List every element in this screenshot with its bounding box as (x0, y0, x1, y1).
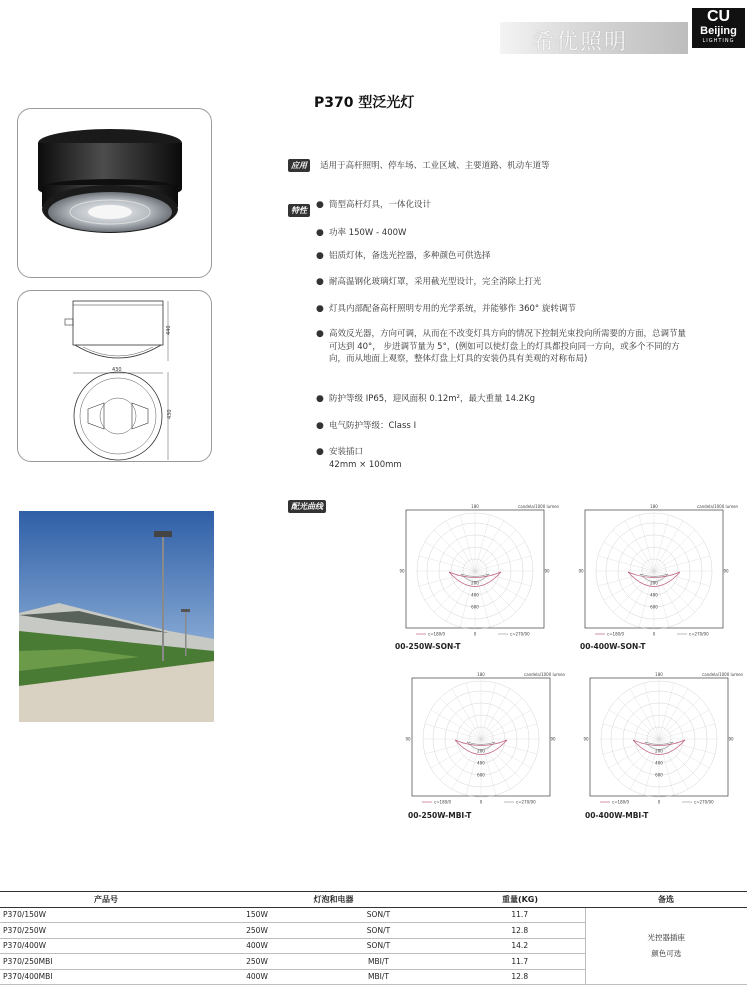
cell-watt: 250W (212, 923, 302, 939)
chart-caption: 00-250W-SON-T (395, 642, 461, 651)
cell-lamp: SON/T (302, 907, 455, 923)
feature-item: ● 防护等级 IP65，迎风面积 0.12m²，最大重量 14.2Kg (316, 394, 536, 404)
polar-chart-svg (578, 668, 744, 808)
angle-label-right: 90 (550, 736, 556, 742)
depth-dimension: 430 (167, 409, 173, 419)
cell-lamp: SON/T (302, 923, 455, 939)
bullet-icon: ● (316, 304, 324, 314)
legend-label-c180: c=180/0 (434, 799, 452, 805)
width-dimension: 430 (112, 367, 122, 373)
legend-label-c270: c=270/90 (689, 631, 709, 637)
bullet-icon: ● (316, 251, 324, 261)
product-photo-panel (17, 108, 212, 278)
feature-item: ● 高效反光器，方向可调，从而在不改变灯具方向的情况下控制光束投向所需要的方面，总调节量可达到 40°， 步进调节量为 5°，(例如可以使灯盘上的灯具都投向同一方向，或多个不同的方向，而从地面上观察，整体灯盘上灯具的安装仍具有美观的对称布局) (316, 329, 687, 364)
polar-chart-svg (394, 500, 560, 640)
application-section (288, 153, 550, 173)
angle-label-top: 180 (655, 672, 663, 677)
cell-watt: 400W (212, 969, 302, 985)
polar-chart-svg (573, 500, 739, 640)
legend-label-zero: 0 (473, 631, 477, 637)
polar-chart-svg (400, 668, 566, 808)
polar-chart-4 (578, 668, 744, 808)
light-curve-tag: 配光曲线 (288, 500, 326, 513)
ring-label: 600 (650, 604, 658, 610)
height-dimension: 440 (166, 325, 172, 335)
bullet-icon: ● (316, 447, 324, 457)
cell-model: P370/150W (0, 907, 212, 923)
angle-label-right: 90 (728, 736, 734, 742)
options-line-2: 颜色可选 (651, 948, 682, 958)
ring-label: 400 (471, 592, 479, 598)
angle-label-right: 90 (544, 568, 550, 574)
product-photo (18, 109, 211, 277)
options-line-1: 光控器插座 (647, 932, 685, 942)
company-logo (692, 8, 745, 48)
feature-item: ● 耐高温钢化玻璃灯罩，采用截光型设计，完全消除上打光 (316, 277, 542, 287)
mount-size: 42mm × 100mm (329, 460, 402, 470)
product-title: P370 型泛光灯 (314, 95, 415, 111)
cell-model: P370/250MBI (0, 954, 212, 970)
header-options: 备选 (585, 892, 747, 908)
bullet-icon: ● (316, 329, 324, 339)
features-tag: 特性 (288, 204, 310, 217)
polar-chart-3 (400, 668, 566, 808)
bullet-icon: ● (316, 200, 324, 210)
logo-cu: CU (706, 8, 731, 25)
legend-label-c270: c=270/90 (694, 799, 714, 805)
ring-label: 200 (477, 748, 485, 754)
bullet-icon: ● (316, 277, 324, 287)
logo-beijing: Beijing (700, 25, 737, 37)
feature-item: ● 灯具内部配备高杆照明专用的光学系统，并能够作 360° 旋转调节 (316, 304, 576, 314)
legend-label-c270: c=270/90 (510, 631, 530, 637)
feature-item: ● 功率 150W - 400W (316, 228, 407, 238)
feature-item: ● 铝质灯体，备选光控器，多种颜色可供选择 (316, 251, 491, 261)
cell-lamp: MBI/T (302, 969, 455, 985)
ring-label: 200 (655, 748, 663, 754)
ring-label: 200 (650, 580, 658, 586)
angle-label-left: 90 (399, 568, 405, 574)
dimension-drawing (18, 291, 211, 461)
cell-watt: 250W (212, 954, 302, 970)
dimension-drawing-panel (17, 290, 212, 462)
application-photo (19, 511, 214, 722)
brand-name: 希优照明 (532, 30, 629, 55)
table-header-row (0, 892, 747, 908)
bullet-icon: ● (316, 394, 324, 404)
light-curve-tag-wrap (288, 494, 326, 513)
cell-weight: 12.8 (455, 969, 585, 985)
chart-caption: 00-400W-SON-T (580, 642, 646, 651)
legend-label-c180: c=180/0 (428, 631, 446, 637)
ring-label: 200 (471, 580, 479, 586)
table-row (0, 907, 747, 923)
bullet-icon: ● (316, 421, 324, 431)
cell-options (585, 907, 747, 985)
cell-watt: 400W (212, 938, 302, 954)
feature-item: ● 电气防护等级：Class I (316, 421, 417, 431)
chart-caption: 00-400W-MBI-T (585, 811, 649, 820)
angle-label-left: 90 (405, 736, 411, 742)
feature-item: ● 安装插口 (316, 447, 364, 457)
angle-label-left: 90 (578, 568, 584, 574)
cell-weight: 11.7 (455, 907, 585, 923)
unit-label: candela/1000 lumen (702, 672, 744, 677)
legend-label-c270: c=270/90 (516, 799, 536, 805)
bullet-icon: ● (316, 228, 324, 238)
polar-chart-1 (394, 500, 560, 640)
cell-lamp: MBI/T (302, 954, 455, 970)
cell-model: P370/400MBI (0, 969, 212, 985)
application-text: 适用于高杆照明、停车场、工业区域、主要道路、机动车道等 (320, 161, 550, 171)
ring-label: 600 (477, 772, 485, 778)
legend-label-zero: 0 (652, 631, 656, 637)
angle-label-top: 180 (650, 504, 658, 509)
unit-label: candela/1000 lumen (697, 504, 739, 509)
angle-label-right: 90 (723, 568, 729, 574)
ring-label: 400 (650, 592, 658, 598)
features-tag-wrap (288, 198, 310, 217)
cell-weight: 14.2 (455, 938, 585, 954)
chart-caption: 00-250W-MBI-T (408, 811, 472, 820)
feature-item: ● 筒型高杆灯具，一体化设计 (316, 200, 432, 210)
application-tag: 应用 (288, 159, 310, 172)
angle-label-top: 180 (477, 672, 485, 677)
legend-label-c180: c=180/0 (612, 799, 630, 805)
legend-label-zero: 0 (657, 799, 661, 805)
ring-label: 600 (655, 772, 663, 778)
polar-chart-2 (573, 500, 739, 640)
logo-lighting: LIGHTING (702, 38, 735, 44)
cell-watt: 150W (212, 907, 302, 923)
header-lamp: 灯泡和电器 (212, 892, 455, 908)
unit-label: candela/1000 lumen (524, 672, 566, 677)
spec-table (0, 891, 747, 985)
legend-label-c180: c=180/0 (607, 631, 625, 637)
header-product: 产品号 (0, 892, 212, 908)
cell-model: P370/400W (0, 938, 212, 954)
legend-label-zero: 0 (479, 799, 483, 805)
ring-label: 400 (477, 760, 485, 766)
unit-label: candela/1000 lumen (518, 504, 560, 509)
angle-label-top: 180 (471, 504, 479, 509)
header-weight: 重量(KG) (455, 892, 585, 908)
ring-label: 400 (655, 760, 663, 766)
angle-label-left: 90 (583, 736, 589, 742)
ring-label: 600 (471, 604, 479, 610)
cell-weight: 12.8 (455, 923, 585, 939)
cell-weight: 11.7 (455, 954, 585, 970)
cell-lamp: SON/T (302, 938, 455, 954)
cell-model: P370/250W (0, 923, 212, 939)
